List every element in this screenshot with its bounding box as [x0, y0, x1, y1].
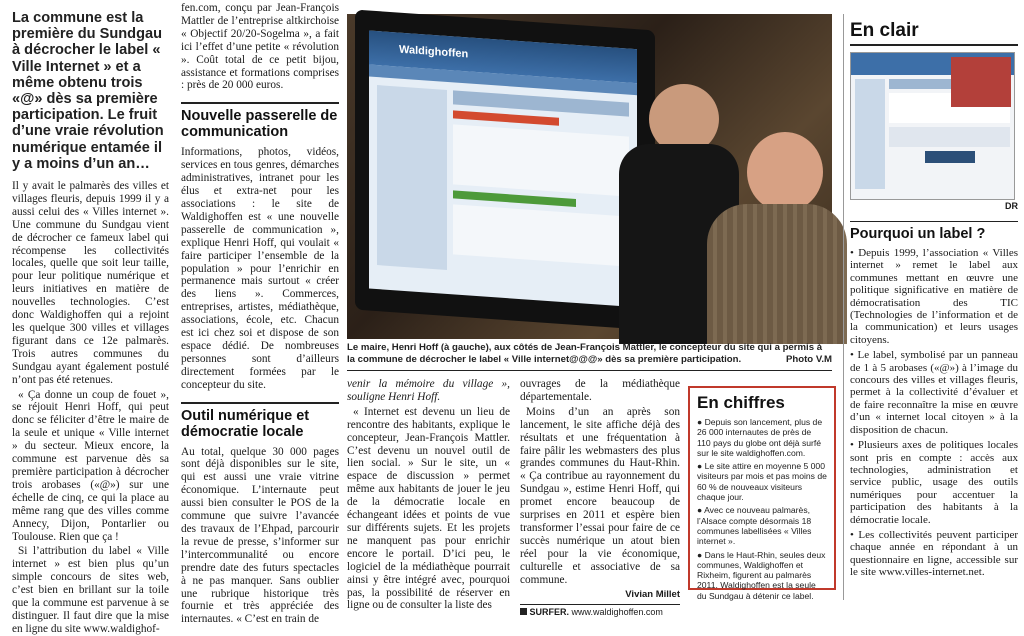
column-3 — [347, 378, 510, 612]
surfer-label: SURFER. — [529, 606, 570, 617]
en-clair-title: En clair — [850, 20, 1018, 46]
pourquoi-list — [850, 247, 1018, 579]
column-4-paragraph-2: Moins d’un an après son lancement, le site affiche déjà des résultats et une fréquentation à faire pâlir les webmasters des plus grandes communes du Haut-Rhin. « Ça contribue au rayonnement du Sundgau », estime Henri Hoff, qui promet encore beaucoup de surprises en 2011 et espère bien transformer l’essai pour faire de ce succès numérique un atout bien réel pour la vie économique, culturelle et associative de sa commune. — [520, 405, 680, 586]
photo-mayor-and-designer — [347, 14, 832, 339]
surfer-url: www.waldighoffen.com — [571, 606, 663, 617]
en-chiffres-item: ● Depuis son lancement, plus de 26 000 internautes de près de 110 pays du globe ont déjà surfé sur le site waldighoffen.com. — [697, 417, 823, 458]
column-2-paragraph-3: Au total, quelque 30 000 pages sont déjà disponibles sur le site, qui est aussi une vraie vitrine économique. L’internaute peut aussi bien consulter le POS de la commune que suivre l’avancée des travaux de l’Ehpad, parcourir la revue de presse, s’informer sur l’intercommunalité ou encore prendre date des futurs spectacles à ne pas manquer. Sans oublier une rubrique historique très fournie et très appréciée des internautes. « C’est en train de — [181, 445, 339, 626]
thumbnail-credit: DR — [1005, 201, 1018, 211]
column-3-paragraph-1: venir la mémoire du village », souligne Henri Hoff. — [347, 378, 510, 403]
column-1-paragraph-1: Il y avait le palmarès des villes et villages fleuris, depuis 1999 il y a aussi celui des « Villes internet ». Une commune du Sundgau vient de décrocher ce fameux label qui récompense les collectivités locales, quelle que soit leur taille, pour leur politique numérique et leurs initiatives en matière de nouvelles technologies. C’est donc Waldighoffen qui a rejoint les quelque 300 villes et villages figurant dans ce 12e palmarès. Trois autres communes du Sundgau ayant également postulé n’ont pas été retenues. — [12, 180, 169, 386]
column-2 — [181, 0, 339, 626]
monitor — [355, 10, 655, 331]
website-screen — [369, 30, 637, 307]
en-chiffres-item: ● Dans le Haut-Rhin, seules deux communes, Waldighoffen et Rixheim, figurent au palmarès 2011. Waldighoffen est la seule du Sundgau à détenir ce label. — [697, 549, 826, 601]
column-4-body — [520, 378, 680, 587]
column-1-paragraph-3: Si l’attribution du label « Ville internet » est bien plus qu’un simple concours de sites web, c’est bien en brillant sur la toile que la commune est parvenue à se distinguer. Il faut dire que la mise en ligne du site www.waldighof- — [12, 545, 169, 635]
column-4 — [520, 378, 680, 617]
photo-credit: Photo V.M — [785, 354, 832, 365]
column-3-body — [347, 378, 510, 612]
column-1-body — [12, 180, 169, 636]
signature: Vivian Millet — [625, 588, 680, 600]
en-chiffres-list — [697, 417, 827, 601]
column-2-paragraph-1: fen.com, conçu par Jean-François Mattler de l’entreprise altkirchoise « Objectif 20/20-Sogelma », a fait ici l’effet d’une petite « révolution ». Coût total de ce petit bijou, assistance et formations comprises : près de 20 000 euros. — [181, 2, 339, 92]
browser-title: Waldighoffen — [399, 43, 469, 61]
column-1-paragraph-2: « Ça donne un coup de fouet », se réjouit Henri Hoff, qui peut donc se féliciter d’être le maire de la seule et unique « Ville internet » du secteur. Mieux encore, la commune est parvenue dès sa première participation à décrocher trois arobases («@») sur une échelle de cinq, ce qui la place au même rang que des villes comme Annecy, Dijon, Pontarlier ou Toulouse. Rien que ça ! — [12, 388, 169, 543]
photo-caption — [347, 342, 832, 366]
pourquoi-item: • Les collectivités peuvent participer chaque année en répondant à un questionnaire en ligne, accessible sur le site www.villes-internet.net. — [850, 528, 1018, 579]
website-thumbnail — [850, 52, 1015, 200]
en-chiffres-title: En chiffres — [697, 393, 785, 412]
person-jean-francois-mattler — [747, 132, 823, 212]
column-3-paragraph-2: « Internet est devenu un lieu de rencontre des habitants, explique le concepteur, Jean-François Mattler. C’est devenu un nouvel outil de lien social. » Sur le site, un « espace de discussion » permet même aux habitants de jouer le jeu de la démocratie locale en échangeant idées et points de vue sur différents sujets. Et les projets ne manquent pas pour enrichir encore le portail. D’ici peu, le logiciel de la médiathèque pourrait ainsi y être intégré avec, pourquoi pas, la possibilité de réserver en ligne ou de consulter la liste des — [347, 405, 510, 612]
pourquoi-item: • Le label, symbolisé par un panneau de 1 à 5 arobases («@») à l’image du concours des villes et villages fleuris, permet à la collectivité d’évaluer et de faire reconnaître la mise en œuvre d’un « internet local citoyen » à la disposition de chacun. — [850, 349, 1018, 436]
sidebar-en-clair — [850, 0, 1018, 600]
person-jean-francois-mattler-body — [707, 204, 847, 344]
caption-rule — [347, 370, 832, 371]
en-chiffres-box — [688, 386, 836, 601]
en-chiffres-item: ● Le site attire en moyenne 5 000 visiteurs par mois et pas moins de 60 % de nouveaux visiteurs chaque jour. — [697, 461, 827, 503]
pourquoi-item: • Depuis 1999, l’association « Villes internet » remet le label aux communes mettant en œuvre une politique significative en matière de démocratisation des TIC (Technologies de l’information et de la communication) et leurs usages citoyens. — [850, 247, 1018, 346]
en-chiffres-item: ● Avec ce nouveau palmarès, l’Alsace compte désormais 18 communes labellisées « Villes internet ». — [697, 505, 812, 547]
surfer-icon — [520, 608, 527, 615]
subhead-democratie: Outil numérique et démocratie locale — [181, 402, 339, 440]
pourquoi-item: • Plusieurs axes de politiques locales sont pris en compte : accès aux technologies, administration et service public, usage des outils numériques pour accentuer la participation des habitants à la démocratie locale. — [850, 439, 1018, 526]
column-2-paragraph-2: Informations, photos, vidéos, services en tous genres, démarches administratives, intranet pour les élus et extra-net pour les associations : le site de Waldighoffen est « une nouvelle passerelle de communication », explique Henri Hoff, qui voulait « faire participer l’ensemble de la population » pour l’enrichir en permanence mais surtout « créer des liens ». Commerces, entreprises, artistes, médiathèque, associations, école, etc. Chacun est ici chez soi et dispose de son espace dédié. De nombreuses personnes sont d’ailleurs directement formées par le concepteur du site. — [181, 146, 339, 391]
lede: La commune est la première du Sundgau à décrocher le label « Ville Internet » et a même obtenu trois «@» dès sa première participation. Le fruit d’une vraie révolution numérique entamée il y a moins d’un an… — [12, 10, 164, 172]
surfer-line — [520, 604, 680, 617]
pourquoi-subhead: Pourquoi un label ? — [850, 221, 1018, 243]
column-4-paragraph-1: ouvrages de la médiathèque départementale. — [520, 378, 680, 403]
subhead-passerelle: Nouvelle passerelle de communication — [181, 102, 339, 140]
column-divider — [843, 14, 844, 600]
column-1 — [12, 0, 169, 635]
caption-text: Le maire, Henri Hoff (à gauche), aux côtés de Jean-François Mattler, le concepteur du site qui a permis à la commune de décrocher le label « Ville internet@@@» dès sa première participation. — [347, 342, 823, 365]
